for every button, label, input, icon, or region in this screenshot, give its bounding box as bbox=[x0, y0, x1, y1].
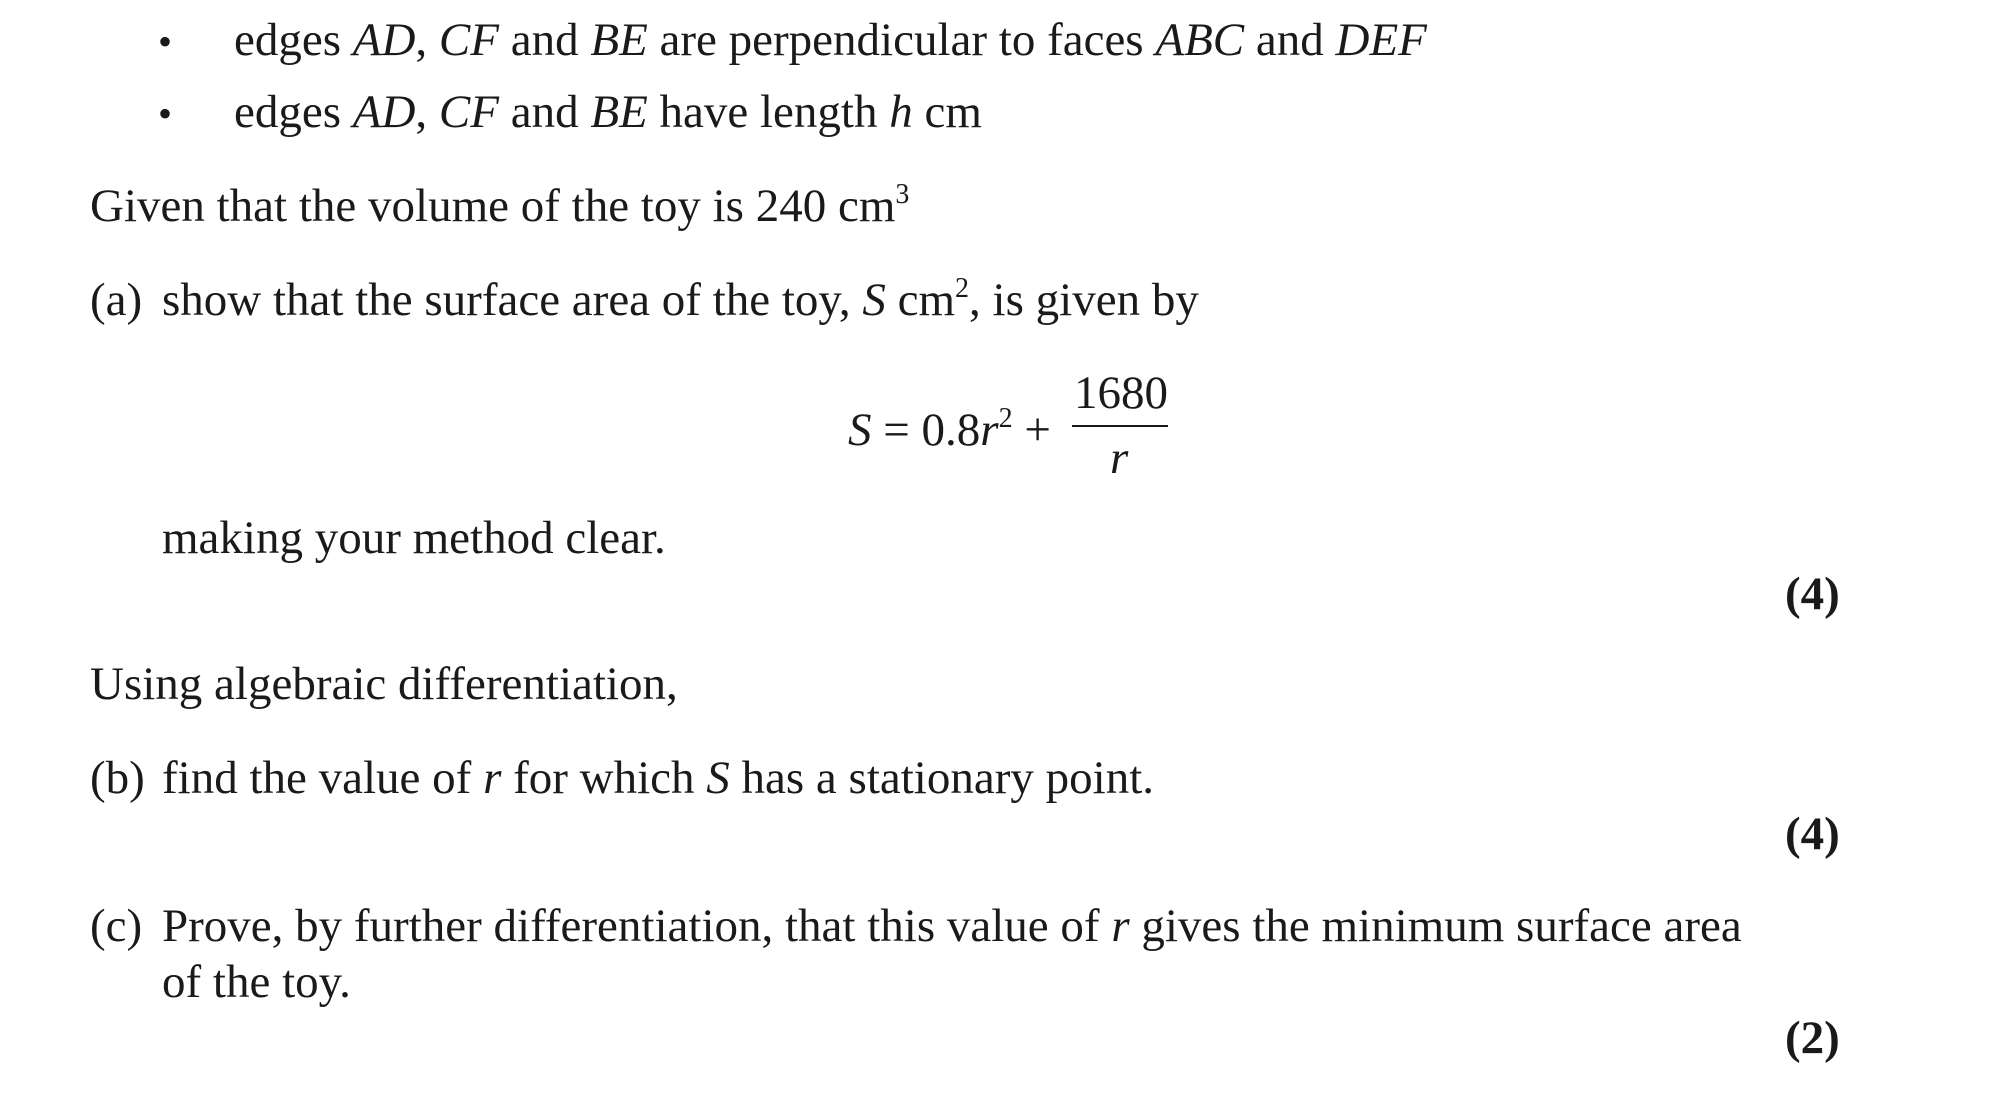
text: gives the minimum surface area bbox=[1129, 900, 1742, 952]
part-c-text-continued: of the toy. bbox=[162, 956, 351, 1008]
text: , bbox=[415, 86, 439, 138]
volume-statement bbox=[90, 178, 909, 234]
text: = 0.8 bbox=[871, 404, 981, 456]
fraction-bar bbox=[1072, 425, 1168, 427]
edge-be: BE bbox=[590, 86, 648, 138]
text: and bbox=[498, 86, 591, 138]
formula-lhs bbox=[848, 402, 1051, 458]
part-b-label: (b) bbox=[90, 752, 145, 804]
text: Prove, by further differentiation, that this value of bbox=[162, 900, 1112, 952]
variable-s: S bbox=[848, 404, 872, 456]
text: , is given by bbox=[969, 274, 1199, 326]
text: and bbox=[1244, 14, 1336, 66]
text: for which bbox=[501, 752, 707, 804]
edge-cf: CF bbox=[438, 86, 499, 138]
superscript: 2 bbox=[998, 403, 1013, 434]
part-a-label: (a) bbox=[90, 274, 143, 326]
variable-s: S bbox=[706, 752, 730, 804]
part-b-text bbox=[162, 750, 1154, 806]
bullet-marker: • bbox=[158, 91, 173, 136]
text: edges bbox=[234, 14, 353, 66]
bullet-edges-length bbox=[234, 84, 982, 140]
edge-be: BE bbox=[590, 14, 648, 66]
instruction-line: Using algebraic differentiation, bbox=[90, 658, 678, 710]
part-a-marks: (4) bbox=[1785, 568, 1840, 620]
edge-ad: AD bbox=[352, 14, 416, 66]
text: show that the surface area of the toy, bbox=[162, 274, 863, 326]
superscript: 2 bbox=[955, 273, 970, 304]
text: and bbox=[498, 14, 591, 66]
bullet-edges-perpendicular bbox=[234, 12, 1427, 68]
part-c-marks: (2) bbox=[1785, 1012, 1840, 1064]
face-abc: ABC bbox=[1155, 14, 1245, 66]
part-a-tail: making your method clear. bbox=[162, 512, 666, 564]
text: cm bbox=[912, 86, 982, 138]
variable-r: r bbox=[1111, 900, 1130, 952]
text: Given that the volume of the toy is 240 cm bbox=[90, 180, 896, 232]
text: are perpendicular to faces bbox=[647, 14, 1156, 66]
edge-cf: CF bbox=[438, 14, 499, 66]
text: edges bbox=[234, 86, 353, 138]
text: have length bbox=[647, 86, 890, 138]
edge-ad: AD bbox=[352, 86, 416, 138]
part-a-text bbox=[162, 272, 1199, 328]
variable-h: h bbox=[889, 86, 913, 138]
text: + bbox=[1012, 404, 1051, 456]
variable-r: r bbox=[483, 752, 502, 804]
text: find the value of bbox=[162, 752, 484, 804]
text: has a stationary point. bbox=[729, 752, 1154, 804]
fraction-numerator: 1680 bbox=[1074, 367, 1168, 419]
part-b-marks: (4) bbox=[1785, 808, 1840, 860]
fraction-denominator: r bbox=[1110, 432, 1129, 484]
bullet-marker: • bbox=[158, 19, 173, 64]
face-def: DEF bbox=[1335, 14, 1427, 66]
part-c-label: (c) bbox=[90, 900, 143, 952]
variable-r: r bbox=[980, 404, 999, 456]
variable-s: S bbox=[862, 274, 886, 326]
superscript: 3 bbox=[895, 179, 910, 210]
text: , bbox=[415, 14, 439, 66]
part-c-text bbox=[162, 898, 1742, 954]
text: cm bbox=[885, 274, 956, 326]
